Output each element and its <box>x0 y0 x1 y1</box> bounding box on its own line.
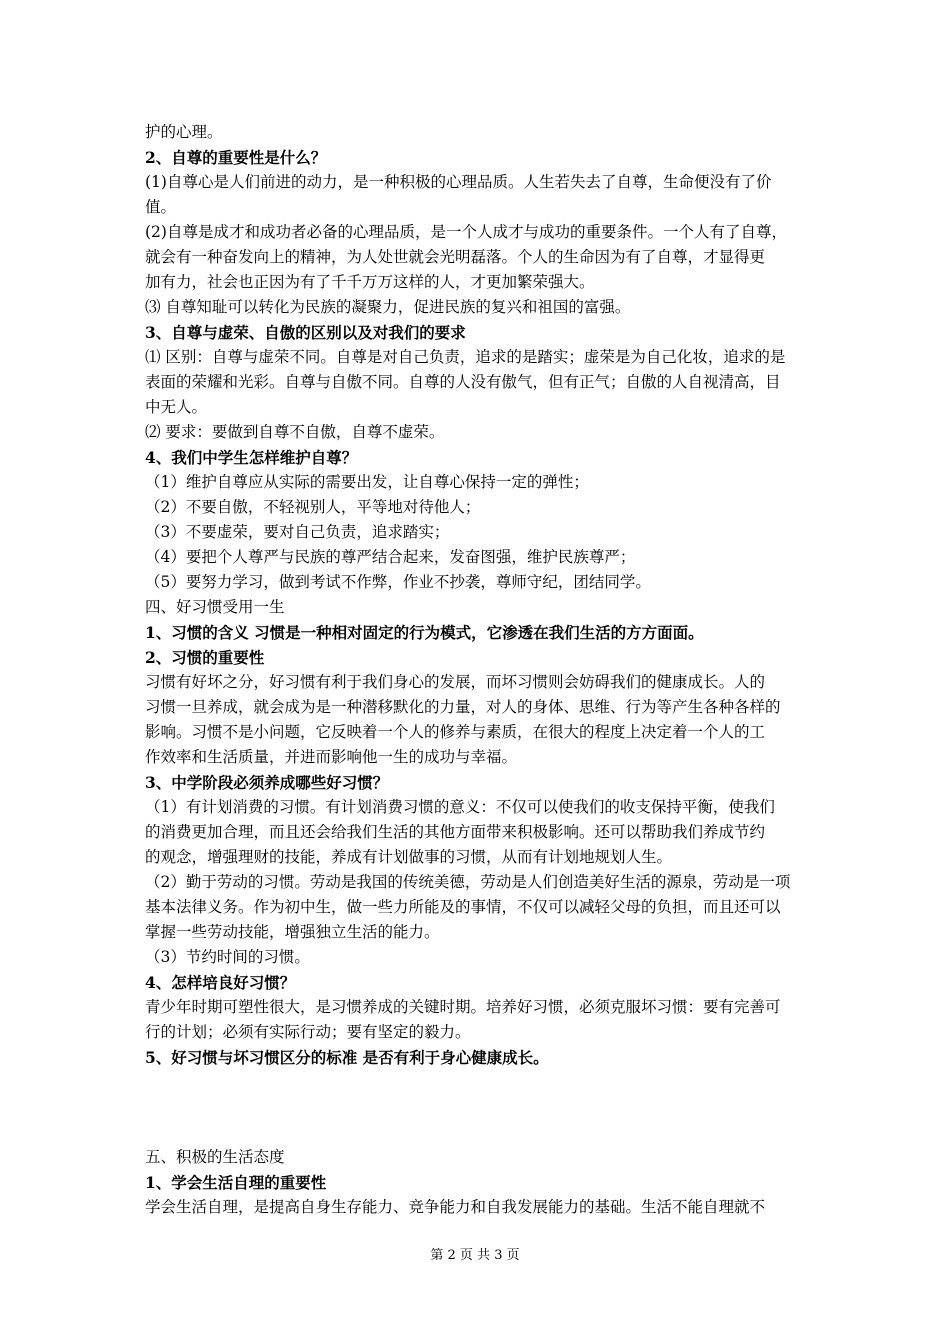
text-line: 的消费更加合理，而且还会给我们生活的其他方面带来积极影响。还可以帮助我们养成节约 <box>145 823 766 841</box>
text-line: 掌握一些劳动技能，增强独立生活的能力。 <box>145 923 440 941</box>
text-line: （2）勤于劳动的习惯。劳动是我国的传统美德，劳动是人们创造美好生活的源泉，劳动是一项 <box>145 873 791 891</box>
text-line: （3）不要虚荣，要对自己负责，追求踏实； <box>145 523 450 541</box>
document-body <box>145 120 815 1220</box>
text-block-section-five <box>145 1145 815 1220</box>
text-line: （3）节约时间的习惯。 <box>145 948 310 966</box>
text-line: 2、自尊的重要性是什么？ <box>145 148 327 167</box>
text-line: （5）要努力学习，做到考试不作弊，作业不抄袭，尊师守纪，团结同学。 <box>145 573 651 591</box>
text-line: 青少年时期可塑性很大，是习惯养成的关键时期。培养好习惯，必须克服坏习惯：要有完善可 <box>145 998 781 1016</box>
page-footer: 第 2 页 共 3 页 <box>430 1248 520 1263</box>
text-line: 的观念，增强理财的技能，养成有计划做事的习惯，从而有计划地规划人生。 <box>145 848 673 866</box>
text-line: 值。 <box>145 198 177 216</box>
text-line: 加有力，社会也正因为有了千千万万这样的人，才更加繁荣强大。 <box>145 273 595 291</box>
blank-gap <box>145 1070 815 1145</box>
text-line: ⑵ 要求：要做到自尊不自傲，自尊不虚荣。 <box>145 423 445 441</box>
text-line: 1、学会生活自理的重要性 <box>145 1173 327 1192</box>
text-line: (2)自尊是成才和成功者必备的心理品质，是一个人成才与成功的重要条件。一个人有了自尊， <box>145 223 787 241</box>
text-line: ⑶ 自尊知耻可以转化为民族的凝聚力，促进民族的复兴和祖国的富强。 <box>145 298 631 316</box>
text-line: 1、习惯的含义 习惯是一种相对固定的行为模式，它渗透在我们生活的方方面面。 <box>145 623 704 642</box>
text-line: 4、怎样培良好习惯？ <box>145 973 296 992</box>
text-line: ⑴ 区别：自尊与虚荣不同。自尊是对自己负责，追求的是踏实；虚荣是为自己化妆，追求的是 <box>145 348 786 366</box>
text-line: 3、中学阶段必须养成哪些好习惯？ <box>145 773 389 792</box>
text-line: 学会生活自理，是提高自身生存能力、竞争能力和自我发展能力的基础。生活不能自理就不 <box>145 1198 766 1216</box>
text-line: 就会有一种奋发向上的精神，为人处世就会光明磊落。个人的生命因为有了自尊，才显得更 <box>145 248 766 266</box>
text-line: 四、好习惯受用一生 <box>145 598 285 616</box>
text-line: (1)自尊心是人们前进的动力，是一种积极的心理品质。人生若失去了自尊，生命便没有了价 <box>145 173 772 191</box>
text-line: 影响。习惯不是小问题，它反映着一个人的修养与素质，在很大的程度上决定着一个人的工 <box>145 723 766 741</box>
text-line: （1）有计划消费的习惯。有计划消费习惯的意义：不仅可以使我们的收支保持平衡，使我们 <box>145 798 775 816</box>
text-line: 护的心理。 <box>145 123 223 141</box>
text-line: 五、积极的生活态度 <box>145 1148 285 1166</box>
text-line: 中无人。 <box>145 398 208 416</box>
text-line: 3、自尊与虚荣、自傲的区别以及对我们的要求 <box>145 323 466 342</box>
text-line: （2）不要自傲，不轻视别人，平等地对待他人； <box>145 498 481 516</box>
text-line: 2、习惯的重要性 <box>145 648 265 667</box>
text-line: 习惯一旦养成，就会成为是一种潜移默化的力量，对人的身体、思维、行为等产生各种各样的 <box>145 698 781 716</box>
text-line: 作效率和生活质量，并进而影响他一生的成功与幸福。 <box>145 748 518 766</box>
text-line: 习惯有好坏之分，好习惯有利于我们身心的发展，而坏习惯则会妨碍我们的健康成长。人的 <box>145 673 766 691</box>
text-line: 5、好习惯与坏习惯区分的标准 是否有利于身心健康成长。 <box>145 1048 549 1067</box>
text-line: 行的计划；必须有实际行动；要有坚定的毅力。 <box>145 1023 471 1041</box>
text-line: （4）要把个人尊严与民族的尊严结合起来，发奋图强，维护民族尊严； <box>145 548 636 566</box>
text-line: （1）维护自尊应从实际的需要出发，让自尊心保持一定的弹性； <box>145 473 589 491</box>
text-line: 4、我们中学生怎样维护自尊？ <box>145 448 358 467</box>
text-line: 基本法律义务。作为初中生，做一些力所能及的事情，不仅可以减轻父母的负担，而且还可以 <box>145 898 781 916</box>
text-block-main <box>145 120 815 1070</box>
text-line: 表面的荣耀和光彩。自尊与自傲不同。自尊的人没有傲气，但有正气；自傲的人自视清高，目 <box>145 373 781 391</box>
